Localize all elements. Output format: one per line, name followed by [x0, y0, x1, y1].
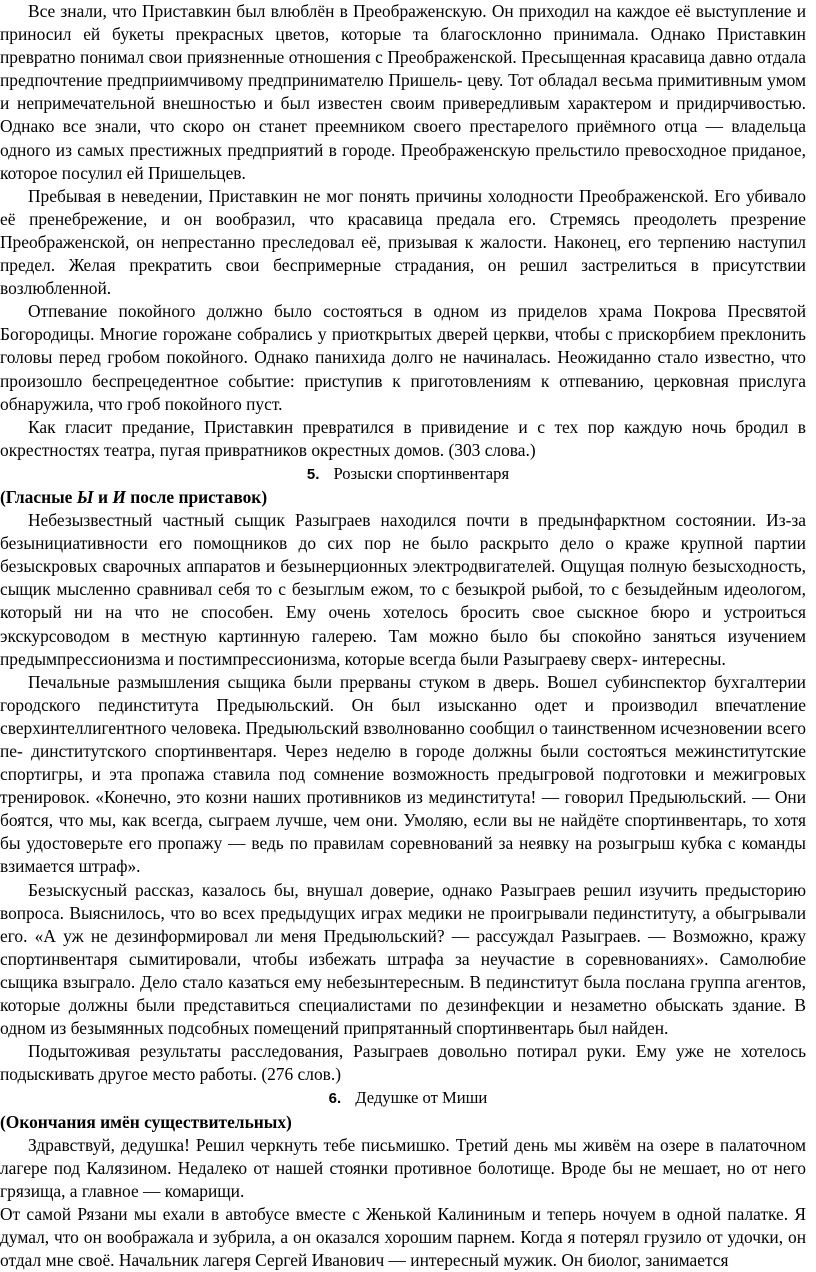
paragraph: Все знали, что Приставкин был влюблён в Преображенскую. Он приходил на каждое её выступление и приносил ей букеты прекрасных цветов, которые та благосклонно принимала. Однако Приставкин превратно понимал свои приязненные отношения с Преображенской. Пресыщенная красавица давно отдала предпочтение предприимчивому предпринимателю Пришель- цеву. Тот обладал весьма примитивным умом и непримечательной внешностью и был известен своим привередливым характером и придирчивостью. Однако все знали, что скоро он станет преемником своего престарелого приёмного отца — владельца одного из самых престижных предприятий в городе. Преображенскую прельстило превосходное приданое, которое посулил ей Пришельцев. — [0, 1, 806, 183]
section-title: Дедушке от Миши — [355, 1088, 488, 1108]
section-title: Розыски спортинвентаря — [333, 463, 510, 483]
paragraph: Как гласит предание, Приставкин превратился в привидение и с тех пор каждую ночь бродил в окрестностях театра, пугая привратников окрестных домов. (303 слова.) — [0, 416, 806, 460]
paragraph: Подытоживая результаты расследования, Разыграев довольно потирал руки. Ему уже не хотелось подыскивать другое место работы. (276 слов.) — [0, 1041, 806, 1085]
section-number: 5. — [306, 465, 320, 483]
section-6 — [0, 1086, 816, 1272]
section-4-text — [0, 0, 816, 462]
paragraph: Отпевание покойного должно было состояться в одном из приделов храма Покрова Пресвятой Богородицы. Многие горожане собрались у приоткрытых дверей церкви, чтобы с прискорбием преклонить головы перед гробом покойного. Однако панихида долго не начиналась. Неожиданно стало известно, что произошло беспрецедентное событие: приступив к приготовлениям к отпеванию, церковная прислуга обнаружила, что гроб покойного пуст. — [0, 301, 806, 414]
paragraph: От самой Рязани мы ехали в автобусе вместе с Женькой Калининым и теперь ночуем в одной палатке. Я думал, что он воображала и зубрила, а он оказался хорошим парнем. Когда я потерял грузило от удочки, он отдал мне своё. Начальник лагеря Сергей Иванович — интересный мужик. Он биолог, занимается — [0, 1203, 806, 1271]
section-heading — [0, 462, 816, 486]
section-subtitle — [0, 486, 816, 509]
paragraph: Безыскусный рассказ, казалось бы, внушал доверие, однако Разыграев решил изучить предысторию вопроса. Выяснилось, что во всех предыдущих играх медики не проигрывали пединституту, а обыгрывали его. «А уж не дезинформировал ли меня Предыюльский? — рассуждал Разыграев. — Возможно, кражу спортинвентаря сымитировали, чтобы избежать штрафа за неучастие в соревнованиях». Самолюбие сыщика взыграло. Дело стало казаться ему небезынтересным. В пединститут была послана группа агентов, которые должны были представиться специалистами по дезинфекции и незаметно обыскать здание. В одном из безымянных подсобных помещений припрятанный спортинвентарь был найден. — [0, 879, 806, 1039]
paragraph: Печальные размышления сыщика были прерваны стуком в дверь. Вошел субинспектор бухгалтерии городского пединститута Предыюльский. Он был изысканно одет и производил впечатление сверхинтеллигентного человека. Предыюльский взволнованно сообщил о таинственном исчезновении всего пе- динститутского спортинвентаря. Через неделю в городе должны были состояться межинститутские спортигры, и эта пропажа ставила под сомнение возможность предыгровой подготовки и межигровых тренировок. «Конечно, это козни наших противников из мединститута! — говорил Предыюльский. — Они боятся, что мы, как всегда, сыграем лучше, чем они. Умоляю, если вы не найдёте спортинвентарь, то хотя бы удостоверьте его пропажу — ведь по правилам соревнований за неявку на розыгрыш кубка с команды взимается штраф». — [0, 671, 806, 877]
subtitle-text: после приставок) — [125, 486, 268, 507]
paragraph: Небезызвестный частный сыщик Разыграев находился почти в предынфарктном состоянии. Из-за безынициативности его помощников до сих пор не было раскрыто дело о краже крупной партии безыскровых сварочных аппаратов и безынерционных электродвигателей. Ощущая полную безысходность, сыщик мысленно сравнивал себя то с безыглым ежом, то с безыкрой рыбой, то с безыдейным идеологом, который ни на что не способен. Ему очень хотелось бросить свое сыскное бюро и устроиться экскурсоводом в местную картинную галерею. Там можно было бы спокойно заняться изучением предымпрессионизма и постимпрессионизма, которые всегда были Разыграеву сверх- интересны. — [0, 510, 806, 669]
section-heading — [0, 1086, 816, 1110]
subtitle-letter: И — [112, 486, 126, 507]
subtitle-text: (Гласные — [0, 486, 77, 507]
section-number: 6. — [328, 1090, 342, 1108]
paragraph: Пребывая в неведении, Приставкин не мог понять причины холодности Преображенской. Его убивало её пренебрежение, и он вообразил, что красавица предала его. Стремясь преодолеть презрение Преображенской, он непрестанно преследовал её, призывая к жалости. Наконец, его терпению наступил предел. Желая прекратить свои беспримерные страдания, он решил застрелиться в присутствии возлюбленной. — [0, 185, 806, 299]
subtitle-text: и — [93, 486, 113, 507]
section-5 — [0, 462, 816, 1087]
subtitle-letter: Ы — [76, 486, 94, 507]
section-subtitle: (Окончания имён существительных) — [0, 1111, 292, 1132]
paragraph: Здравствуй, дедушка! Решил черкнуть тебе письмишко. Третий день мы живём на озере в палаточном лагере под Калязином. Недалеко от нашей стоянки противное болотище. Вроде бы не мешает, но от него грязища, а главное — комарищи. — [0, 1134, 806, 1201]
